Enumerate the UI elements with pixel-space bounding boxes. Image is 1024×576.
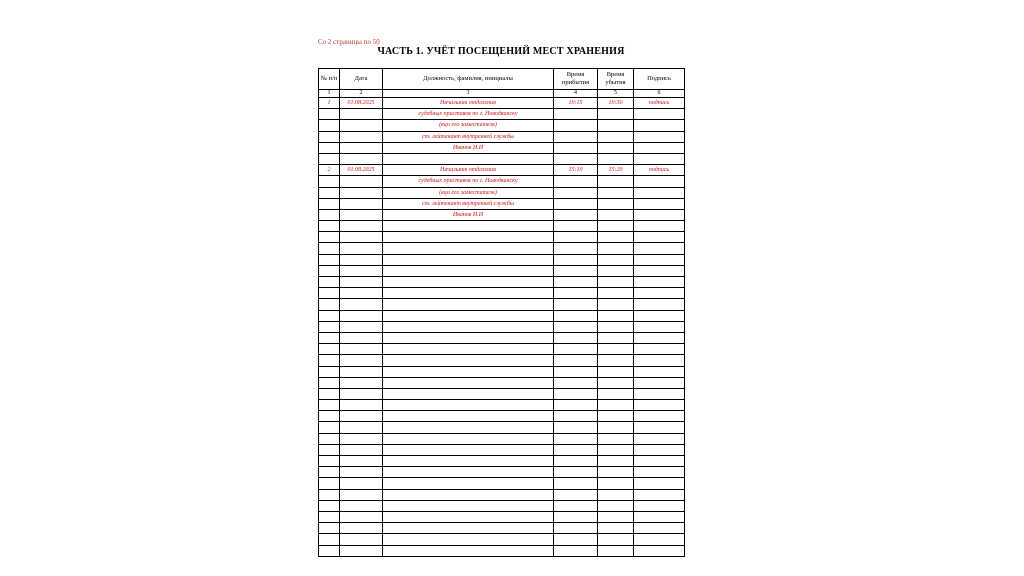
entry-position-line: Иванов И.И (383, 209, 554, 220)
entry-num: 2 (319, 165, 340, 176)
table-row (319, 232, 685, 243)
header-position: Должность, фамилия, инициалы (383, 69, 554, 90)
header-num: № п/п (319, 69, 340, 90)
page-range-note: Со 2 страницы по 50 (318, 38, 380, 46)
entry-departure: 15:20 (598, 165, 634, 176)
table-row (319, 310, 685, 321)
entry-position-line: Иванов И.И (383, 142, 554, 153)
table-row (319, 467, 685, 478)
column-number: 5 (598, 90, 634, 98)
table-row (319, 545, 685, 556)
table-row (319, 243, 685, 254)
table-row (319, 500, 685, 511)
entry-position-line: Начальник отделения (383, 98, 554, 109)
entry-signature: подпись (634, 165, 685, 176)
page-title: ЧАСТЬ 1. УЧЁТ ПОСЕЩЕНИЙ МЕСТ ХРАНЕНИЯ (377, 46, 625, 57)
entry-position-line: судебных приставов по г. Новодвинску (383, 109, 554, 120)
table-row (319, 478, 685, 489)
visits-log-table (318, 68, 685, 557)
table-row (319, 433, 685, 444)
table-row (319, 265, 685, 276)
table-row (319, 355, 685, 366)
table-row (319, 98, 685, 109)
header-row (319, 69, 685, 90)
entry-position-line: Начальник отделения (383, 165, 554, 176)
table-row (319, 198, 685, 209)
column-number: 2 (340, 90, 383, 98)
table-row (319, 489, 685, 500)
table-row (319, 109, 685, 120)
column-number: 4 (554, 90, 598, 98)
table-row (319, 254, 685, 265)
column-number: 1 (319, 90, 340, 98)
entry-position-line: ст. лейтенант внутренней службы (383, 198, 554, 209)
column-number: 6 (634, 90, 685, 98)
table-row (319, 153, 685, 164)
header-signature: Подпись (634, 69, 685, 90)
table-row (319, 444, 685, 455)
table-row (319, 511, 685, 522)
table-row (319, 377, 685, 388)
header-departure: Время убытия (598, 69, 634, 90)
entry-departure: 10:30 (598, 98, 634, 109)
table-row (319, 534, 685, 545)
entry-position-line: судебных приставов по г. Новодвинску (383, 176, 554, 187)
entry-arrival: 15:10 (554, 165, 598, 176)
header-date: Дата (340, 69, 383, 90)
entry-signature: подпись (634, 98, 685, 109)
table-row (319, 277, 685, 288)
entry-position-line: ст. лейтенант внутренней службы (383, 131, 554, 142)
table-row (319, 523, 685, 534)
entry-num: 1 (319, 98, 340, 109)
table-row (319, 288, 685, 299)
table-row (319, 221, 685, 232)
table-row (319, 131, 685, 142)
table-row (319, 422, 685, 433)
table-row (319, 366, 685, 377)
header-arrival: Время прибытия (554, 69, 598, 90)
table-row (319, 187, 685, 198)
table-row (319, 411, 685, 422)
table-row (319, 209, 685, 220)
table-row (319, 321, 685, 332)
table-row (319, 344, 685, 355)
entry-date: 01.08.2025 (340, 165, 383, 176)
entry-position-line: (вцо его заместителя) (383, 187, 554, 198)
table-row (319, 142, 685, 153)
table-row (319, 165, 685, 176)
entry-arrival: 10:15 (554, 98, 598, 109)
table-row (319, 400, 685, 411)
entry-position-line: (вцо его заместителя) (383, 120, 554, 131)
table-row (319, 176, 685, 187)
table-row (319, 120, 685, 131)
table-row (319, 299, 685, 310)
entry-date: 01.08.2025 (340, 98, 383, 109)
table-row (319, 456, 685, 467)
table-row (319, 332, 685, 343)
table-row (319, 388, 685, 399)
column-number: 3 (383, 90, 554, 98)
column-number-row (319, 90, 685, 98)
